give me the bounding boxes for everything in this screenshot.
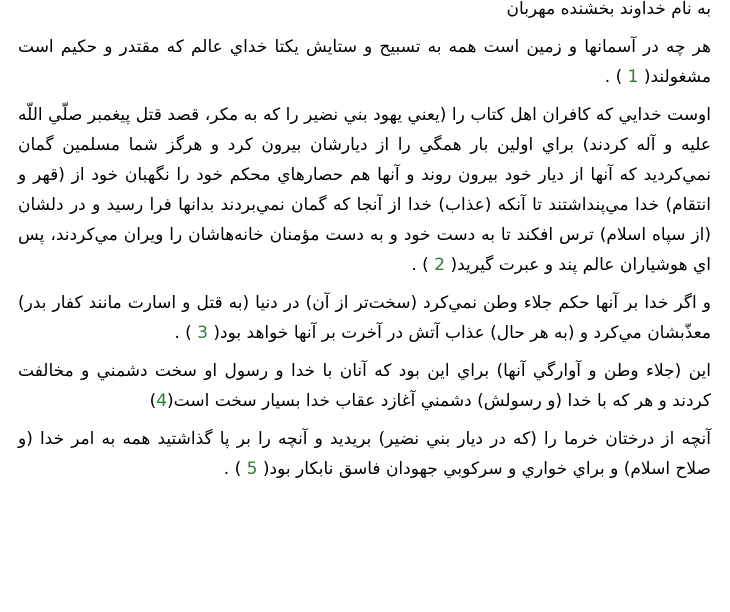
verse-3 [18,288,711,348]
verse-2-number: 2 [428,255,451,275]
verse-2 [18,100,711,280]
verse-5-end: ) . [223,459,242,479]
verse-2-text: اوست خدايي كه كافران اهل كتاب را (يعني يهود بني نضير را كه به مكر، قصد قتل پيغمبر صلّي اللّه عليه و آله كردند) براي اولين بار همگي را از ديارشان بيرون كرد و هرگز شما مسلمين گمان نمي‌كرديد كه آنها از ديار خود بيرون روند و آنها هم حصارهاي محكم خود را نگهبان خود از (قهر و انتقام) خدا مي‌پنداشتند تا آنكه (عذاب) خدا از آنجا كه گمان نمي‌بردند بدانها فرا رسيد و در دلشان (از سپاه اسلام) ترس افكند تا به دست خود و به دست مؤمنان خانه‌هاشان را ويران مي‌كردند، پس اي هوشياران عالم پند و عبرت گيريد( [18,105,711,275]
verse-5-number: 5 [241,459,263,479]
verse-5 [18,424,711,484]
verse-1-end: ) . [604,67,623,87]
verse-1-number: 1 [622,67,644,87]
verse-4-number: 4 [156,391,168,411]
verse-5-text: آنچه از درختان خرما را (كه در ديار بني نضير) بريديد و آنچه را بر پا گذاشتيد همه به امر خدا (و صلاح اسلام) و براي خواري و سركوبي جهودان فاسق نابكار بود( [18,429,711,479]
verse-3-number: 3 [191,323,214,343]
verse-4-end: ) [149,391,157,411]
document-title: به نام خداوند بخشنده مهربان [506,0,711,19]
verse-4-text: اين (جلاء وطن و آوارگي آنها) براي اين بود كه آنان با خدا و رسول او سخت دشمني و مخالفت كردند و هر كه با خدا (و رسولش) دشمني آغازد عقاب خدا بسيار سخت است( [18,361,711,411]
verse-4 [18,356,711,416]
verse-1 [18,32,711,92]
verse-1-text: هر چه در آسمانها و زمين است همه به تسبيح و ستايش يكتا خداي عالم كه مقتدر و حكيم است مشغولند( [18,37,711,87]
verse-3-end: ) . [174,323,192,343]
verse-3-text: و اگر خدا بر آنها حكم جلاء وطن نمي‌كرد (سخت‌تر از آن) در دنيا (به قتل و اسارت مانند كفار بدر) معذّبشان مي‌كرد و (به هر حال) عذاب آتش در آخرت بر آنها خواهد بود( [18,293,711,343]
verse-2-end: ) . [411,255,429,275]
